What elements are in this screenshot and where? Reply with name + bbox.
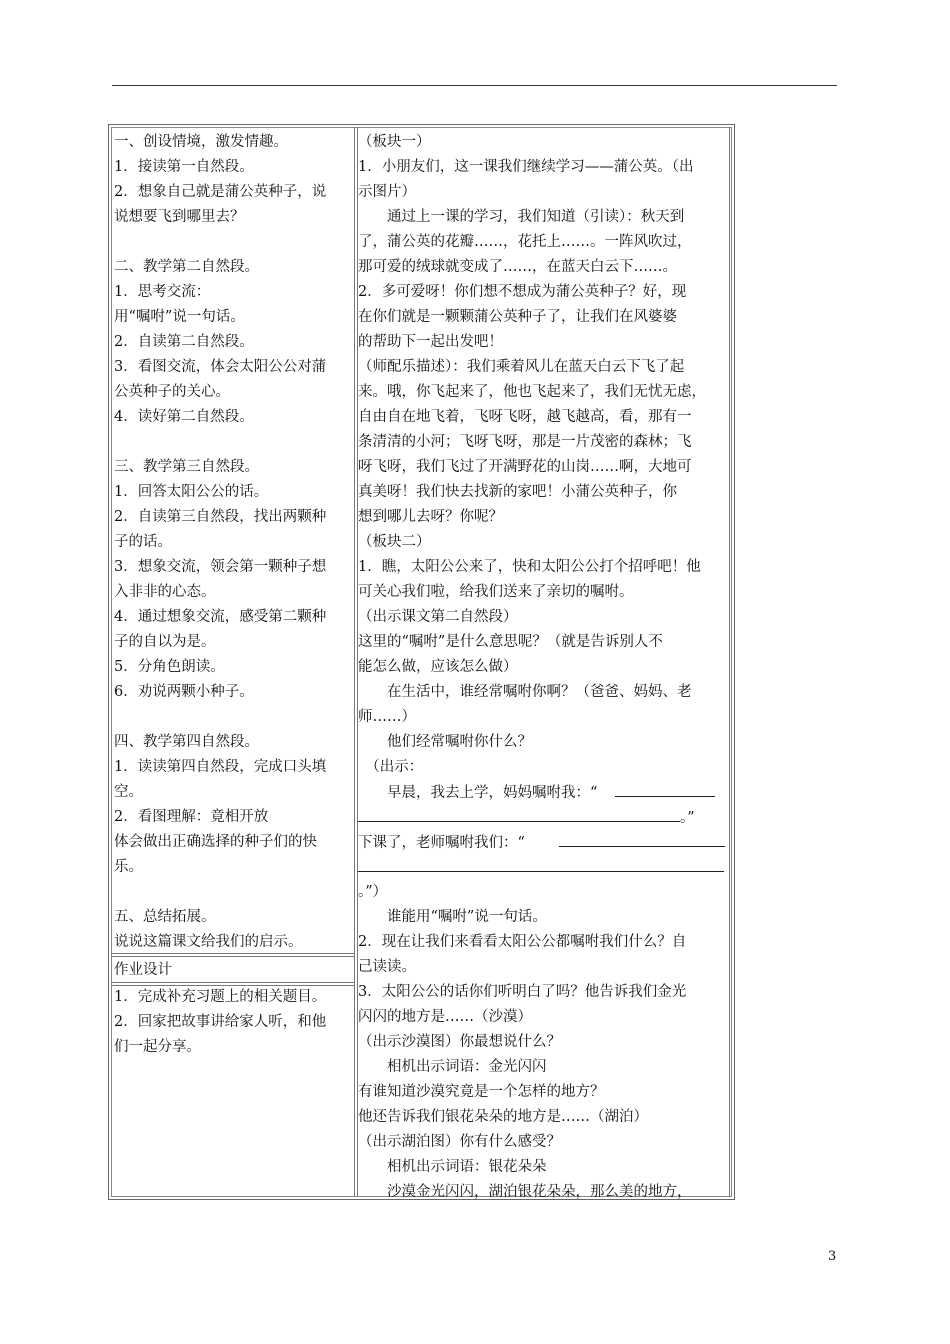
step-line: 6．劝说两颗小种子。 (114, 684, 254, 700)
step-line: 子的自以为是。 (114, 634, 216, 650)
process-line: 师……） (358, 709, 416, 725)
step-line: 4．读好第二自然段。 (114, 409, 254, 425)
homework-list (114, 985, 354, 1060)
process-line: （出示湖泊图）你有什么感受？ (358, 1134, 561, 1150)
blank-underline (358, 805, 680, 822)
process-line: 1．小朋友们，这一课我们继续学习——蒲公英。（出 (358, 159, 694, 175)
step-line: 用“嘱咐”说一句话。 (114, 309, 245, 325)
homework-title: 作业设计 (114, 962, 172, 978)
process-line: 来。哦，你飞起来了，他也飞起来了，我们无忧无虑， (358, 384, 706, 400)
step-line: 体会做出正确选择的种子们的快 (114, 834, 317, 850)
process-line: 呀飞呀，我们飞过了开满野花的山岗……啊，大地可 (358, 459, 692, 475)
process-line: 有谁知道沙漠究竟是一个怎样的地方？ (358, 1084, 605, 1100)
process-line: 2．现在让我们来看看太阳公公都嘱咐我们什么？自 (358, 934, 687, 950)
fill-blank-line (358, 780, 730, 805)
column-divider-left (354, 127, 355, 1197)
process-line: 通过上一课的学习，我们知道（引读）：秋天到 (358, 209, 685, 225)
process-line: （板块一） (358, 134, 431, 150)
teaching-process (358, 130, 730, 1205)
blank-underline (615, 780, 715, 797)
homework-item: 1．完成补充习题上的相关题目。 (114, 989, 327, 1005)
homework-item: 2．回家把故事讲给家人听，和他 (114, 1014, 327, 1030)
step-line: 2．看图理解：竟相开放 (114, 809, 269, 825)
step-line: 4．通过想象交流，感受第二颗种 (114, 609, 327, 625)
process-line: （出示沙漠图）你最想说什么？ (358, 1034, 561, 1050)
process-line: 3．太阳公公的话你们听明白了吗？他告诉我们金光 (358, 984, 687, 1000)
fill-blank-line (358, 805, 730, 830)
fill-blank-line (358, 855, 730, 880)
step-line: 1．读读第四自然段，完成口头填 (114, 759, 327, 775)
step-line: 一、创设情境，激发情趣。 (114, 134, 288, 150)
process-line: 。”） (358, 884, 388, 900)
process-line: 那可爱的绒球就变成了……，在蓝天白云下……。 (358, 259, 677, 275)
process-line: 沙漠金光闪闪，湖泊银花朵朵，那么美的地方， (358, 1184, 692, 1200)
process-line: 1．瞧，太阳公公来了，快和太阳公公打个招呼吧！他 (358, 559, 701, 575)
process-line: 在生活中，谁经常嘱咐你啊？（爸爸、妈妈、老 (358, 684, 692, 700)
process-line: 真美呀！我们快去找新的家吧！小蒲公英种子，你 (358, 484, 677, 500)
process-line: 示图片） (358, 184, 416, 200)
step-line: 公英种子的关心。 (114, 384, 230, 400)
step-line: 2．自读第三自然段，找出两颗种 (114, 509, 327, 525)
step-line: 5．分角色朗读。 (114, 659, 225, 675)
homework-divider-top-inner (111, 956, 354, 957)
step-line: 2．自读第二自然段。 (114, 334, 254, 350)
process-line-text: 。” (680, 810, 695, 826)
process-line: 自由自在地飞着，飞呀飞呀，越飞越高，看，那有一 (358, 409, 692, 425)
step-line: 1．思考交流： (114, 284, 211, 300)
process-line: 他还告诉我们银花朵朵的地方是……（湖泊） (358, 1109, 648, 1125)
step-line: 说想要飞到哪里去？ (114, 209, 245, 225)
step-line: 说说这篇课文给我们的启示。 (114, 934, 303, 950)
step-line: 3．看图交流，体会太阳公公对蒲 (114, 359, 327, 375)
process-line: 相机出示词语：金光闪闪 (358, 1059, 547, 1075)
step-line: 二、教学第二自然段。 (114, 259, 259, 275)
blank-underline (358, 855, 724, 872)
step-line: 1．回答太阳公公的话。 (114, 484, 269, 500)
process-line: （师配乐描述）：我们乘着风儿在蓝天白云下飞了起 (358, 359, 685, 375)
process-line: 在你们就是一颗颗蒲公英种子了，让我们在风婆婆 (358, 309, 677, 325)
process-line: 能怎么做，应该怎么做） (358, 659, 518, 675)
process-line: 谁能用“嘱咐”说一句话。 (358, 909, 547, 925)
step-line: 3．想象交流，领会第一颗种子想 (114, 559, 327, 575)
step-line: 四、教学第四自然段。 (114, 734, 259, 750)
step-line: 三、教学第三自然段。 (114, 459, 259, 475)
process-line: 的帮助下一起出发吧！ (358, 334, 503, 350)
homework-item: 们一起分享。 (114, 1039, 201, 1055)
step-line: 2．想象自己就是蒲公英种子，说 (114, 184, 327, 200)
step-line: 入非非的心态。 (114, 584, 216, 600)
step-line: 五、总结拓展。 (114, 909, 216, 925)
process-line: 条清清的小河；飞呀飞呀，那是一片茂密的森林；飞 (358, 434, 692, 450)
process-line: 相机出示词语：银花朵朵 (358, 1159, 547, 1175)
blank-underline (559, 830, 725, 847)
process-line: 了，蒲公英的花瓣……，花托上……。一阵风吹过， (358, 234, 692, 250)
process-line: （板块二） (358, 534, 431, 550)
step-line: 空。 (114, 784, 143, 800)
process-line: （出示课文第二自然段） (358, 609, 518, 625)
step-line: 子的话。 (114, 534, 172, 550)
header-rule (112, 85, 837, 86)
process-line: 2．多可爱呀！你们想不想成为蒲公英种子？好，现 (358, 284, 687, 300)
process-line: 想到哪儿去呀？你呢？ (358, 509, 503, 525)
process-line: 闪闪的地方是……（沙漠） (358, 1009, 532, 1025)
step-line: 1．接读第一自然段。 (114, 159, 254, 175)
process-line: 他们经常嘱咐你什么？ (358, 734, 532, 750)
teaching-steps (114, 130, 354, 955)
step-line: 乐。 (114, 859, 143, 875)
process-line-text: 早晨，我去上学，妈妈嘱咐我：“ (358, 785, 598, 801)
process-line: 这里的“嘱咐”是什么意思呢？（就是告诉别人不 (358, 634, 663, 650)
page-number: 3 (828, 1249, 837, 1264)
process-line: 己读读。 (358, 959, 416, 975)
fill-blank-line (358, 830, 730, 855)
process-line-text: 下课了，老师嘱咐我们：“ (358, 835, 525, 851)
process-line: （出示： (358, 759, 424, 775)
process-line: 可关心我们啦，给我们送来了亲切的嘱咐。 (358, 584, 634, 600)
